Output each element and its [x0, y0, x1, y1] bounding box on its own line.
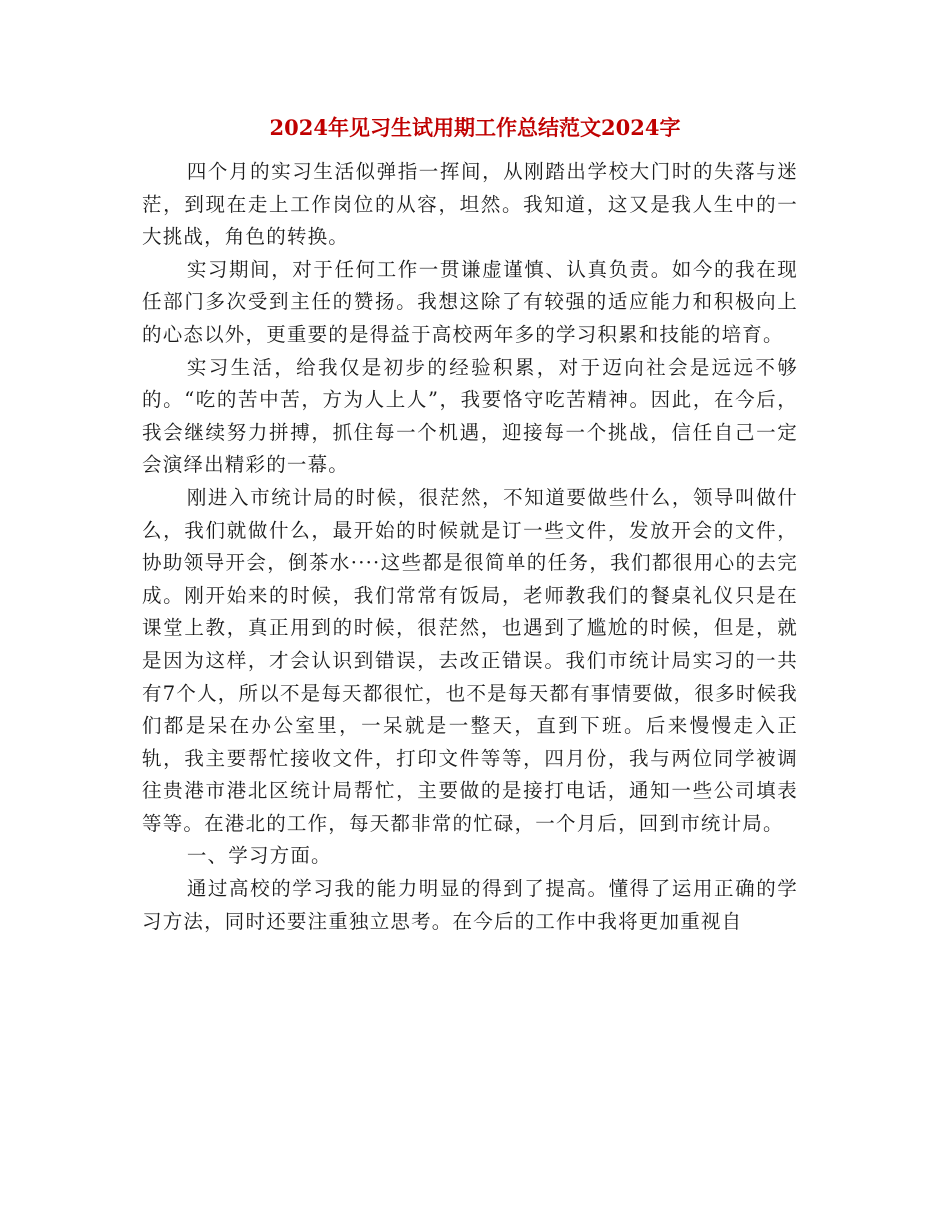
paragraph-5: 通过高校的学习我的能力明显的得到了提高。懂得了运用正确的学习方法，同时还要注重独立思考。在今后的工作中我将更加重视自: [142, 877, 798, 933]
document-body: [142, 156, 798, 938]
paragraph-2: 实习期间，对于任何工作一贯谦虚谨慎、认真负责。如今的我在现任部门多次受到主任的赞扬。我想这除了有较强的适应能力和积极向上的心态以外，更重要的是得益于高校两年多的学习积累和技能的培育。: [142, 257, 798, 346]
paragraph-1: 四个月的实习生活似弹指一挥间，从刚踏出学校大门时的失落与迷茫，到现在走上工作岗位的从容，坦然。我知道，这又是我人生中的一大挑战，角色的转换。: [142, 160, 798, 249]
document-title: 2024年见习生试用期工作总结范文2024字: [269, 115, 681, 140]
section-heading-study: 一、学习方面。: [186, 844, 332, 868]
paragraph-3: 实习生活，给我仅是初步的经验积累，对于迈向社会是远远不够的。“吃的苦中苦，方为人上人”，我要恪守吃苦精神。因此，在今后，我会继续努力拼搏，抓住每一个机遇，迎接每一个挑战，信任自己一定会演绎出精彩的一幕。: [142, 355, 798, 477]
paragraph-4: 刚进入市统计局的时候，很茫然，不知道要做些什么，领导叫做什么，我们就做什么，最开始的时候就是订一些文件，发放开会的文件，协助领导开会，倒茶水····这些都是很简单的任务，我们都很用心的去完成。刚开始来的时候，我们常常有饭局，老师教我们的餐桌礼仪只是在课堂上教，真正用到的时候，很茫然，也遇到了尴尬的时候，但是，就是因为这样，才会认识到错误，去改正错误。我们市统计局实习的一共有7个人，所以不是每天都很忙，也不是每天都有事情要做，很多时候我们都是呆在办公室里，一呆就是一整天，直到下班。后来慢慢走入正轨，我主要帮忙接收文件，打印文件等等，四月份，我与两位同学被调往贵港市港北区统计局帮忙，主要做的是接打电话，通知一些公司填表等等。在港北的工作，每天都非常的忙碌，一个月后，回到市统计局。: [142, 485, 798, 835]
